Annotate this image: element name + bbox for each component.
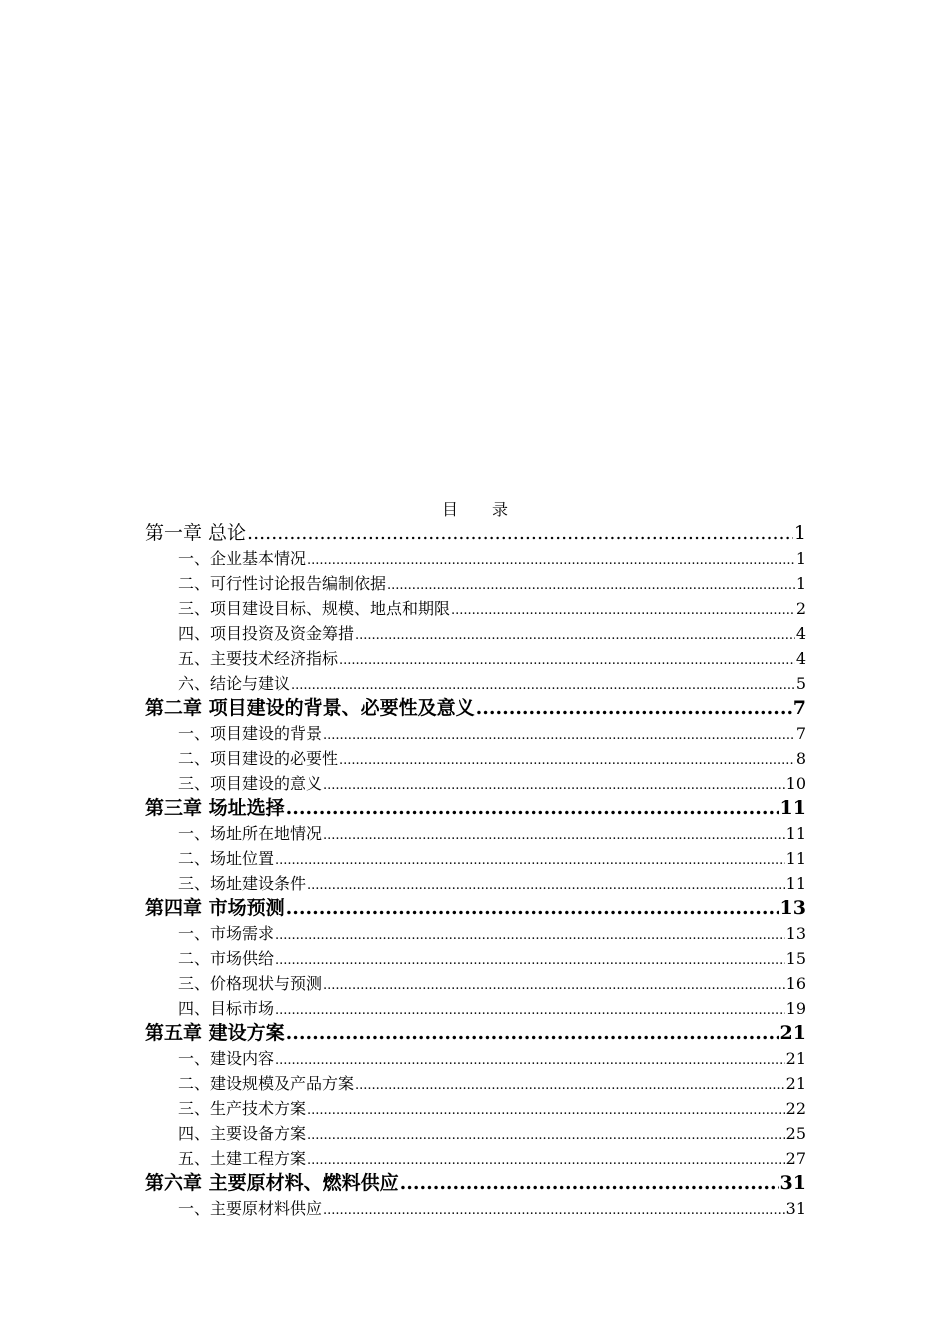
toc-entry-label: 四、主要设备方案 [178, 1124, 307, 1143]
toc-dot-leader [307, 546, 795, 571]
toc-entry-page-number: 11 [785, 874, 806, 893]
toc-section-entry[interactable] [145, 1121, 806, 1146]
toc-dot-leader [275, 1046, 785, 1071]
toc-dot-leader [476, 696, 792, 721]
toc-entry-label: 一、市场需求 [178, 924, 275, 943]
toc-section-entry[interactable] [145, 846, 806, 871]
toc-section-entry[interactable] [145, 871, 806, 896]
toc-dot-leader [339, 746, 795, 771]
toc-dot-leader [323, 771, 785, 796]
toc-section-entry[interactable] [145, 721, 806, 746]
toc-entry-label: 一、主要原材料供应 [178, 1199, 323, 1218]
toc-list [145, 521, 806, 1221]
toc-dot-leader [275, 946, 785, 971]
toc-section-entry[interactable] [145, 996, 806, 1021]
toc-entry-label: 六、结论与建议 [178, 674, 291, 693]
toc-section-entry[interactable] [145, 821, 806, 846]
toc-entry-label: 五、主要技术经济指标 [178, 649, 339, 668]
toc-entry-label: 四、目标市场 [178, 999, 275, 1018]
toc-entry-page-number: 11 [785, 824, 806, 843]
toc-entry-label: 三、场址建设条件 [178, 874, 307, 893]
toc-entry-label: 第五章 建设方案 [145, 1022, 285, 1044]
toc-dot-leader [323, 971, 785, 996]
toc-entry-label: 二、建设规模及产品方案 [178, 1074, 355, 1093]
toc-dot-leader [247, 521, 793, 546]
toc-entry-page-number: 4 [795, 649, 806, 668]
toc-entry-page-number: 7 [792, 697, 806, 719]
toc-entry-page-number: 7 [795, 724, 806, 743]
toc-entry-page-number: 4 [795, 624, 806, 643]
toc-entry-label: 二、市场供给 [178, 949, 275, 968]
toc-dot-leader [286, 896, 779, 921]
toc-dot-leader [355, 621, 795, 646]
toc-entry-label: 第四章 市场预测 [145, 897, 285, 919]
toc-dot-leader [286, 1021, 779, 1046]
toc-dot-leader [286, 796, 779, 821]
toc-entry-label: 一、项目建设的背景 [178, 724, 323, 743]
toc-entry-page-number: 13 [785, 924, 806, 943]
toc-entry-page-number: 31 [779, 1172, 806, 1194]
toc-title-left: 目 [441, 500, 458, 519]
toc-entry-page-number: 11 [785, 849, 806, 868]
toc-entry-page-number: 8 [795, 749, 806, 768]
toc-entry-label: 第三章 场址选择 [145, 797, 285, 819]
toc-entry-page-number: 21 [779, 1022, 806, 1044]
toc-dot-leader [400, 1171, 779, 1196]
toc-section-entry[interactable] [145, 1071, 806, 1096]
toc-entry-page-number: 5 [795, 674, 806, 693]
toc-dot-leader [355, 1071, 785, 1096]
toc-section-entry[interactable] [145, 671, 806, 696]
toc-entry-label: 二、项目建设的必要性 [178, 749, 339, 768]
toc-section-entry[interactable] [145, 971, 806, 996]
toc-dot-leader [387, 571, 795, 596]
toc-entry-label: 二、可行性讨论报告编制依据 [178, 574, 387, 593]
toc-dot-leader [307, 1146, 785, 1171]
toc-chapter-entry[interactable] [145, 1171, 806, 1196]
toc-entry-label: 一、企业基本情况 [178, 549, 307, 568]
toc-section-entry[interactable] [145, 1146, 806, 1171]
toc-entry-label: 一、场址所在地情况 [178, 824, 323, 843]
toc-section-entry[interactable] [145, 946, 806, 971]
toc-entry-page-number: 31 [785, 1199, 806, 1218]
toc-entry-page-number: 21 [785, 1049, 806, 1068]
toc-entry-label: 五、土建工程方案 [178, 1149, 307, 1168]
toc-entry-label: 第六章 主要原材料、燃料供应 [145, 1172, 399, 1194]
toc-entry-label: 三、项目建设目标、规模、地点和期限 [178, 599, 451, 618]
toc-entry-page-number: 1 [793, 522, 806, 544]
toc-dot-leader [307, 1096, 785, 1121]
toc-entry-page-number: 16 [785, 974, 806, 993]
toc-section-entry[interactable] [145, 646, 806, 671]
toc-entry-page-number: 27 [785, 1149, 806, 1168]
toc-dot-leader [323, 721, 795, 746]
toc-chapter-entry[interactable] [145, 521, 806, 546]
toc-entry-page-number: 1 [795, 574, 806, 593]
toc-entry-label: 二、场址位置 [178, 849, 275, 868]
toc-section-entry[interactable] [145, 1046, 806, 1071]
toc-entry-label: 三、生产技术方案 [178, 1099, 307, 1118]
toc-dot-leader [323, 821, 785, 846]
toc-entry-label: 四、项目投资及资金筹措 [178, 624, 355, 643]
toc-section-entry[interactable] [145, 1096, 806, 1121]
toc-dot-leader [339, 646, 795, 671]
toc-section-entry[interactable] [145, 746, 806, 771]
toc-title-right: 录 [492, 500, 509, 519]
toc-dot-leader [323, 1196, 785, 1221]
toc-dot-leader [451, 596, 795, 621]
toc-entry-page-number: 11 [779, 797, 806, 819]
toc-entry-page-number: 13 [779, 897, 806, 919]
toc-entry-label: 第二章 项目建设的背景、必要性及意义 [145, 697, 475, 719]
toc-section-entry[interactable] [145, 546, 806, 571]
toc-section-entry[interactable] [145, 921, 806, 946]
toc-entry-page-number: 19 [785, 999, 806, 1018]
toc-section-entry[interactable] [145, 771, 806, 796]
toc-chapter-entry[interactable] [145, 896, 806, 921]
toc-dot-leader [275, 996, 785, 1021]
toc-section-entry[interactable] [145, 596, 806, 621]
toc-entry-label: 第一章 总论 [145, 522, 247, 544]
toc-chapter-entry[interactable] [145, 1021, 806, 1046]
toc-entry-page-number: 21 [785, 1074, 806, 1093]
toc-dot-leader [275, 921, 785, 946]
toc-entry-page-number: 15 [785, 949, 806, 968]
toc-section-entry[interactable] [145, 621, 806, 646]
toc-entry-label: 一、建设内容 [178, 1049, 275, 1068]
toc-dot-leader [275, 846, 785, 871]
toc-entry-page-number: 25 [785, 1124, 806, 1143]
toc-title [0, 499, 950, 521]
toc-chapter-entry[interactable] [145, 796, 806, 821]
toc-entry-page-number: 22 [785, 1099, 806, 1118]
toc-dot-leader [307, 1121, 785, 1146]
toc-section-entry[interactable] [145, 571, 806, 596]
toc-entry-label: 三、价格现状与预测 [178, 974, 323, 993]
toc-entry-page-number: 2 [795, 599, 806, 618]
toc-entry-label: 三、项目建设的意义 [178, 774, 323, 793]
toc-dot-leader [291, 671, 795, 696]
toc-chapter-entry[interactable] [145, 696, 806, 721]
toc-entry-page-number: 1 [795, 549, 806, 568]
toc-entry-page-number: 10 [785, 774, 806, 793]
toc-dot-leader [307, 871, 785, 896]
toc-section-entry[interactable] [145, 1196, 806, 1221]
